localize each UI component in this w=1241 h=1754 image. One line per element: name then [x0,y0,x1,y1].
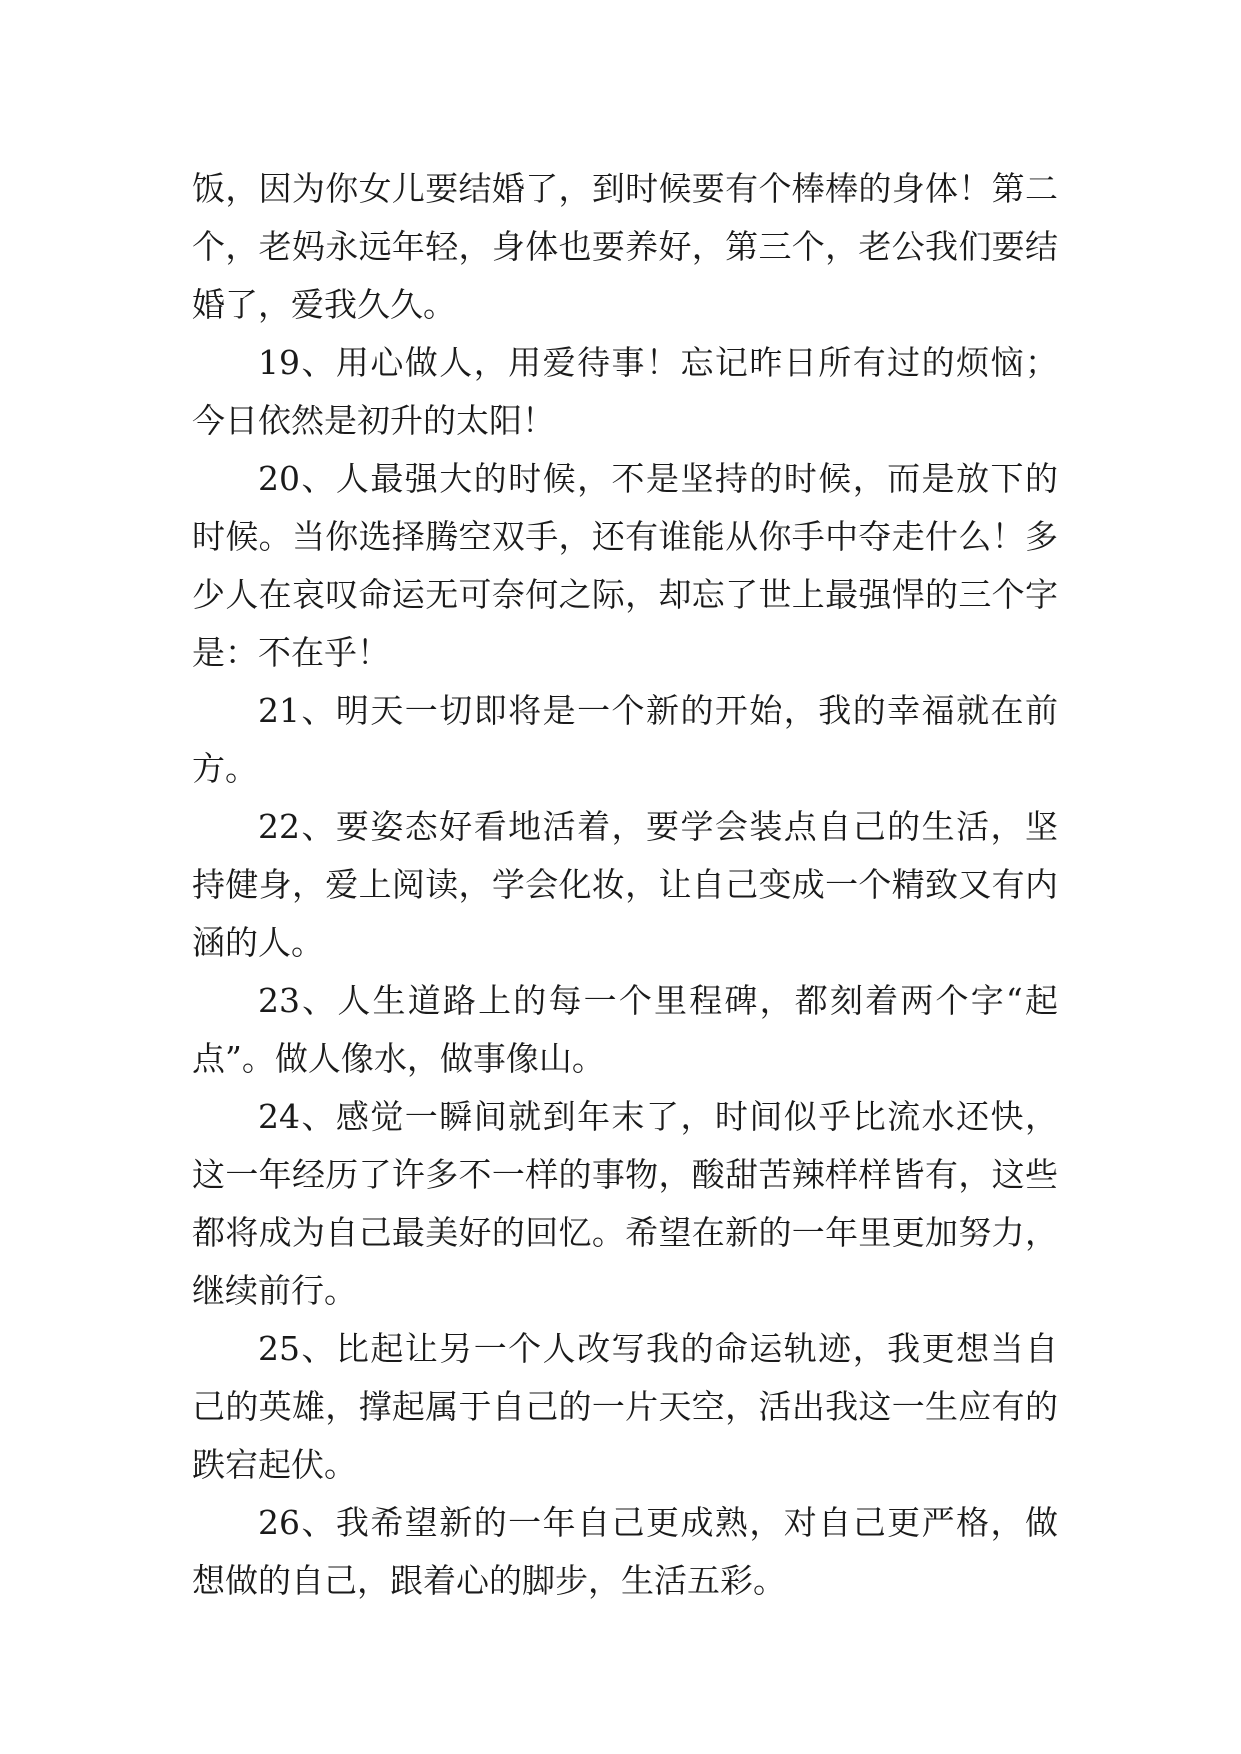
document-body [192,160,1058,1610]
paragraph-23: 23、人生道路上的每一个里程碑，都刻着两个字“起点”。做人像水，做事像山。 [192,981,1058,1078]
paragraph-19: 19、用心做人，用爱待事！忘记昨日所有过的烦恼；今日依然是初升的太阳！ [192,343,1058,440]
paragraph-25: 25、比起让另一个人改写我的命运轨迹，我更想当自己的英雄，撑起属于自己的一片天空，活出我这一生应有的跌宕起伏。 [192,1329,1058,1484]
paragraph-continuation: 饭，因为你女儿要结婚了，到时候要有个棒棒的身体！第二个，老妈永远年轻，身体也要养好，第三个，老公我们要结婚了，爱我久久。 [192,169,1058,324]
paragraph-26: 26、我希望新的一年自己更成熟，对自己更严格，做想做的自己，跟着心的脚步，生活五彩。 [192,1503,1058,1600]
paragraph-20: 20、人最强大的时候，不是坚持的时候，而是放下的时候。当你选择腾空双手，还有谁能从你手中夺走什么！多少人在哀叹命运无可奈何之际，却忘了世上最强悍的三个字是：不在乎！ [192,459,1058,672]
paragraph-21: 21、明天一切即将是一个新的开始，我的幸福就在前方。 [192,691,1058,788]
paragraph-22: 22、要姿态好看地活着，要学会装点自己的生活，坚持健身，爱上阅读，学会化妆，让自己变成一个精致又有内涵的人。 [192,807,1058,962]
paragraph-24: 24、感觉一瞬间就到年末了，时间似乎比流水还快，这一年经历了许多不一样的事物，酸甜苦辣样样皆有，这些都将成为自己最美好的回忆。希望在新的一年里更加努力，继续前行。 [192,1097,1058,1310]
